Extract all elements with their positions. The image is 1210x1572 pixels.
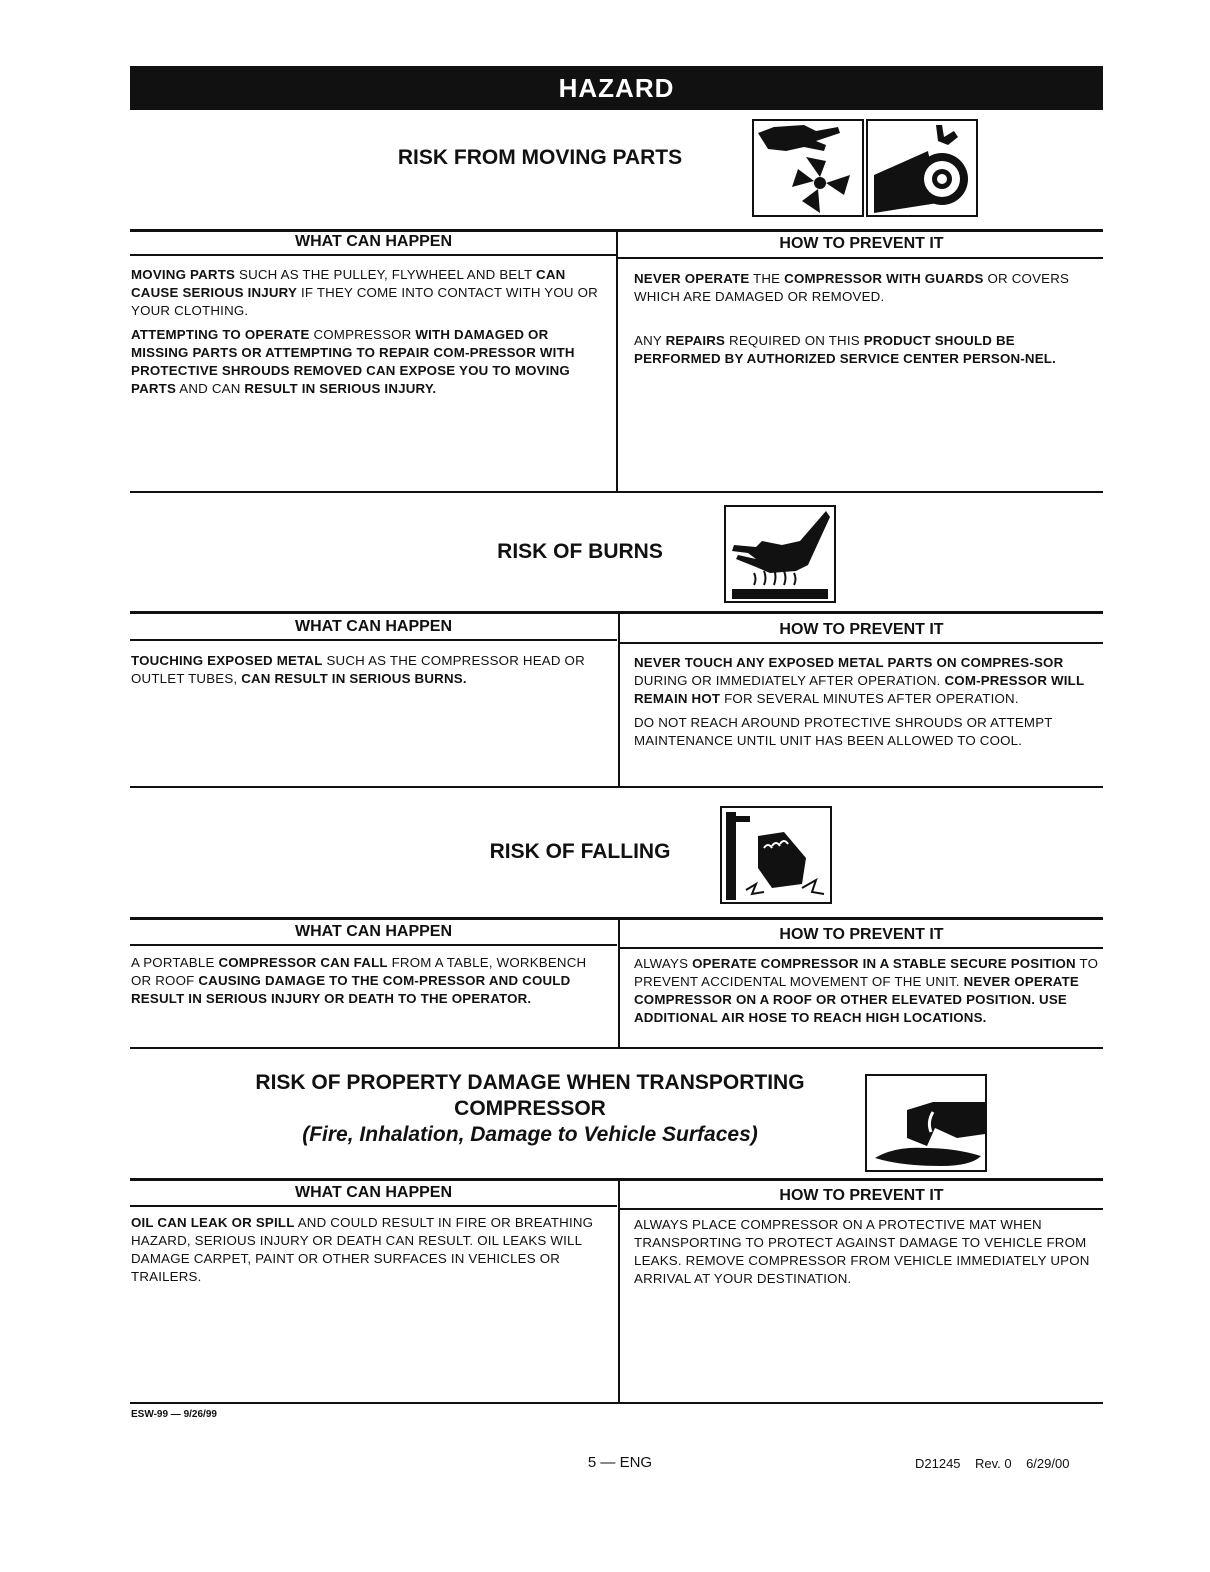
col-header-happen: WHAT CAN HAPPEN	[294, 233, 453, 250]
title-line: RISK OF PROPERTY DAMAGE WHEN TRANSPORTING	[255, 1071, 805, 1094]
col-header-prevent: HOW TO PREVENT IT	[779, 926, 944, 943]
hazard-banner: HAZARD	[130, 66, 1103, 110]
belt-pulley-icon	[866, 119, 978, 217]
section-falling-happen	[131, 954, 599, 1014]
page-number: 5 — ENG	[587, 1454, 653, 1471]
doc-number: D21245	[915, 1456, 961, 1471]
col-header-happen: WHAT CAN HAPPEN	[294, 618, 453, 635]
section-title-moving-parts: RISK FROM MOVING PARTS	[397, 146, 683, 169]
section-moving-happen	[131, 266, 607, 404]
col-header-happen: WHAT CAN HAPPEN	[294, 923, 453, 940]
section-subtitle: (Fire, Inhalation, Damage to Vehicle Surfaces)	[302, 1123, 758, 1146]
hot-surface-icon	[724, 505, 836, 603]
doc-date: 6/29/00	[1026, 1456, 1070, 1471]
col-header-prevent: HOW TO PREVENT IT	[779, 621, 944, 638]
title-line: COMPRESSOR	[454, 1097, 606, 1120]
paragraph: NEVER TOUCH ANY EXPOSED METAL PARTS ON COMPRES-SOR DURING OR IMMEDIATELY AFTER OPERATION. COM-PRESSOR WILL REMAIN HOT FOR SEVERAL MINUTES AFTER OPERATION.	[634, 655, 1085, 706]
paragraph: MOVING PARTS SUCH AS THE PULLEY, FLYWHEEL AND BELT CAN CAUSE SERIOUS INJURY IF THEY COME INTO CONTACT WITH YOU OR YOUR CLOTHING.	[131, 267, 598, 318]
paragraph: DO NOT REACH AROUND PROTECTIVE SHROUDS OR ATTEMPT MAINTENANCE UNTIL UNIT HAS BEEN ALLOWED TO COOL.	[634, 715, 1053, 748]
section-burns-happen	[131, 652, 607, 694]
paragraph: ALWAYS OPERATE COMPRESSOR IN A STABLE SECURE POSITION TO PREVENT ACCIDENTAL MOVEMENT OF THE UNIT. NEVER OPERATE COMPRESSOR ON A ROOF OR OTHER ELEVATED POSITION. USE ADDITIONAL AIR HOSE TO REACH HIGH LOCATIONS.	[634, 956, 1099, 1025]
paragraph: NEVER OPERATE THE COMPRESSOR WITH GUARDS OR COVERS WHICH ARE DAMAGED OR REMOVED.	[634, 271, 1070, 304]
col-header-happen: WHAT CAN HAPPEN	[294, 1184, 453, 1201]
paragraph: TOUCHING EXPOSED METAL SUCH AS THE COMPRESSOR HEAD OR OUTLET TUBES, CAN RESULT IN SERIOUS BURNS.	[131, 653, 585, 686]
section-property-happen	[131, 1214, 607, 1292]
section-title-falling: RISK OF FALLING	[489, 840, 671, 863]
section-title-property-damage	[200, 1070, 860, 1148]
paragraph: ANY REPAIRS REQUIRED ON THIS PRODUCT SHOULD BE PERFORMED BY AUTHORIZED SERVICE CENTER PERSON-NEL.	[634, 333, 1057, 366]
section-title-burns: RISK OF BURNS	[497, 540, 663, 563]
oil-spill-icon	[865, 1074, 987, 1172]
document-id	[915, 1456, 1069, 1471]
revision: Rev. 0	[975, 1456, 1012, 1471]
paragraph: ATTEMPTING TO OPERATE COMPRESSOR WITH DAMAGED OR MISSING PARTS OR ATTEMPTING TO REPAIR COM-PRESSOR WITH PROTECTIVE SHROUDS REMOVED CAN EXPOSE YOU TO MOVING PARTS AND CAN RESULT IN SERIOUS INJURY.	[131, 327, 575, 396]
section-moving-prevent	[634, 270, 1096, 374]
paragraph: OIL CAN LEAK OR SPILL AND COULD RESULT IN FIRE OR BREATHING HAZARD, SERIOUS INJURY OR DEATH CAN RESULT. OIL LEAKS WILL DAMAGE CARPET, PAINT OR OTHER SURFACES IN VEHICLES OR TRAILERS.	[131, 1215, 594, 1284]
paragraph: ALWAYS PLACE COMPRESSOR ON A PROTECTIVE MAT WHEN TRANSPORTING TO PROTECT AGAINST DAMAGE TO VEHICLE FROM LEAKS. REMOVE COMPRESSOR FROM VEHICLE IMMEDIATELY UPON ARRIVAL AT YOUR DESTINATION.	[634, 1217, 1090, 1286]
form-code: ESW-99 — 9/26/99	[131, 1409, 217, 1420]
section-property-prevent	[634, 1216, 1102, 1294]
section-burns-prevent	[634, 654, 1102, 756]
falling-object-icon	[720, 806, 832, 904]
col-header-prevent: HOW TO PREVENT IT	[779, 235, 944, 252]
section-falling-prevent	[634, 955, 1102, 1033]
col-header-prevent: HOW TO PREVENT IT	[779, 1187, 944, 1204]
paragraph: A PORTABLE COMPRESSOR CAN FALL FROM A TABLE, WORKBENCH OR ROOF CAUSING DAMAGE TO THE COM-PRESSOR AND COULD RESULT IN SERIOUS INJURY OR DEATH TO THE OPERATOR.	[131, 955, 587, 1006]
moving-parts-icon	[752, 119, 864, 217]
